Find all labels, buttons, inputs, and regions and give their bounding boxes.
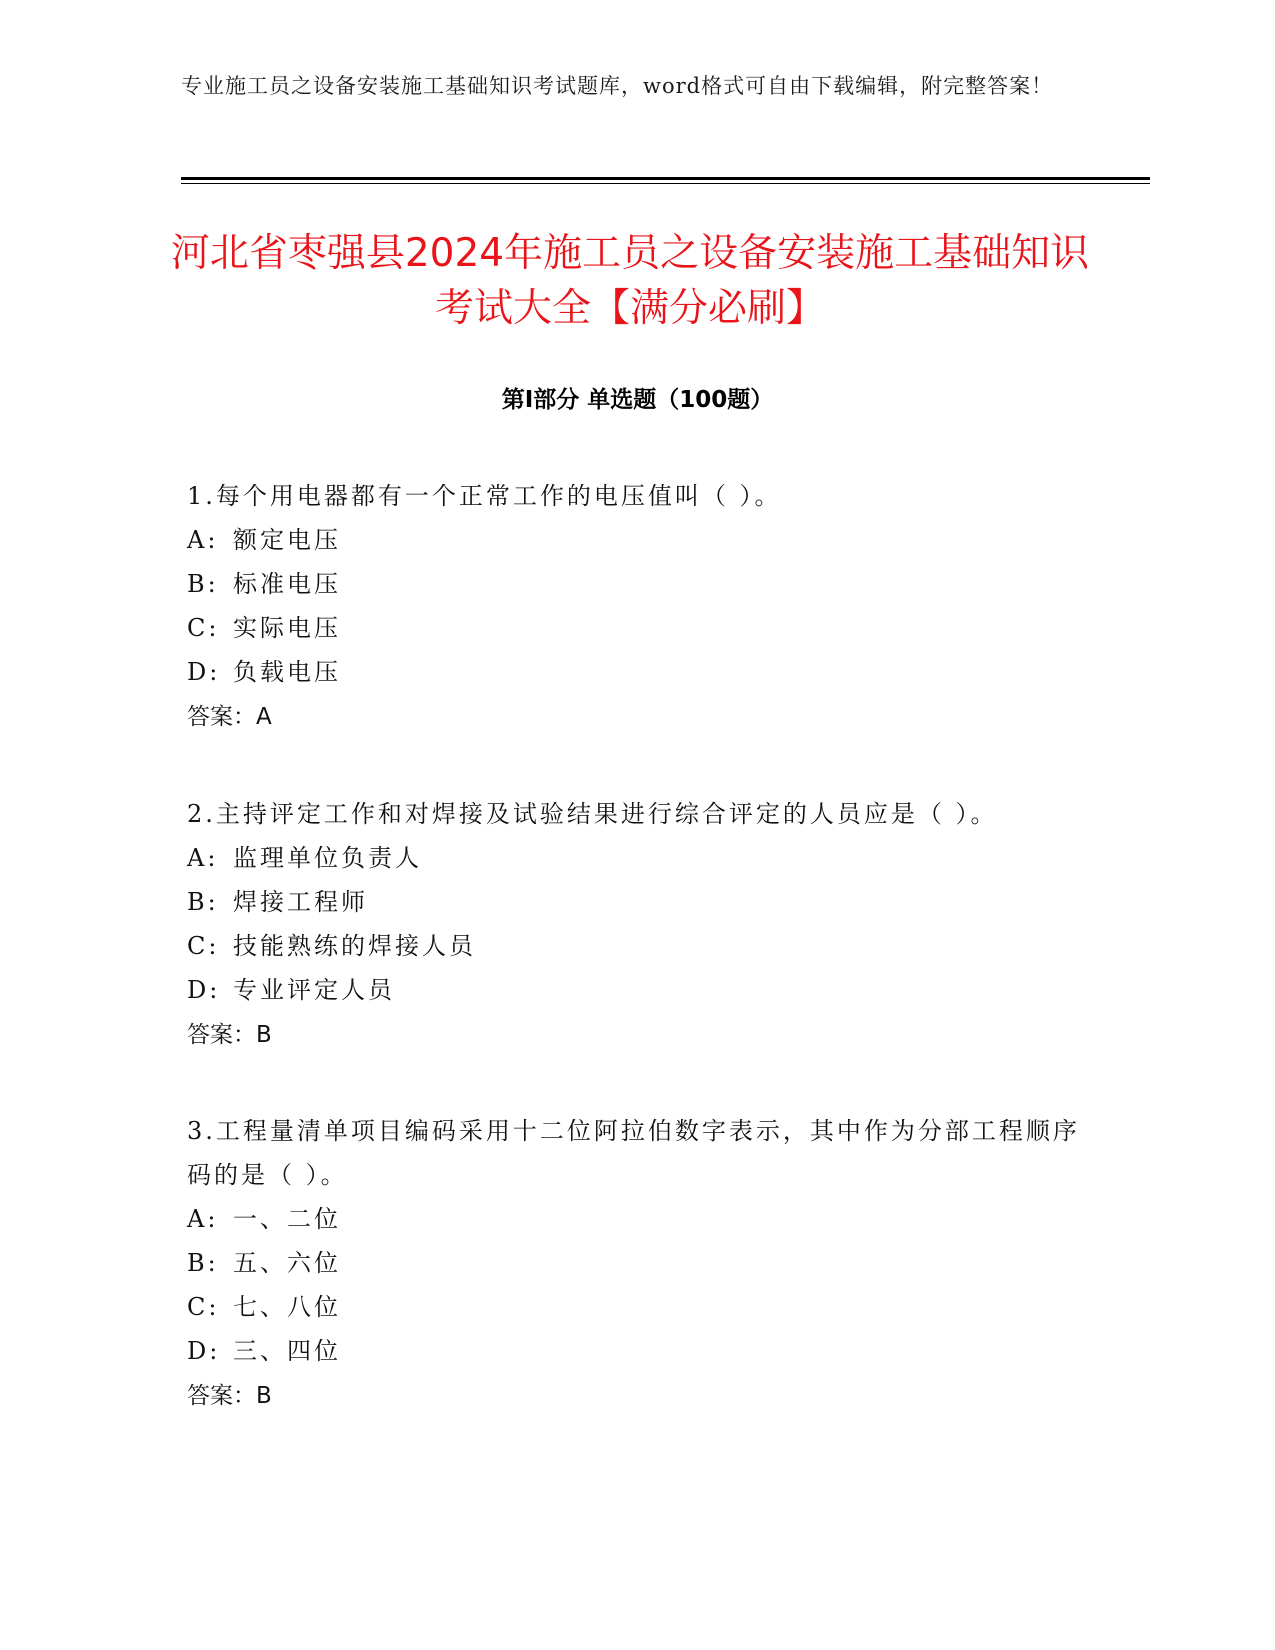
option-text: 一、二位	[233, 1205, 341, 1233]
option-d	[187, 1329, 1087, 1373]
answer-line: 答案：A	[187, 704, 272, 730]
option-a	[187, 518, 1087, 562]
option-c	[187, 924, 1087, 968]
option-text: 五、六位	[233, 1249, 341, 1277]
question-stem: 1.每个用电器都有一个正常工作的电压值叫（ ）。	[187, 482, 782, 510]
header-rule-thick	[181, 177, 1150, 180]
option-letter: A:	[187, 526, 219, 554]
option-letter: C:	[187, 614, 220, 642]
question-1	[187, 474, 1087, 740]
option-letter: B:	[187, 1249, 219, 1277]
option-text: 标准电压	[233, 570, 341, 598]
option-text: 监理单位负责人	[233, 844, 422, 872]
option-a	[187, 1197, 1087, 1241]
question-2	[187, 792, 1087, 1058]
option-text: 三、四位	[233, 1337, 341, 1365]
option-text: 技能熟练的焊接人员	[233, 932, 476, 960]
question-stem: 3.工程量清单项目编码采用十二位阿拉伯数字表示，其中作为分部工程顺序码的是（ ）。	[187, 1117, 1080, 1189]
option-d	[187, 968, 1087, 1012]
section-heading: 第I部分 单选题（100题）	[501, 387, 774, 413]
option-text: 焊接工程师	[233, 888, 368, 916]
document-title: 河北省枣强县2024年施工员之设备安装施工基础知识考试大全【满分必刷】	[170, 231, 1090, 331]
option-text: 专业评定人员	[233, 976, 395, 1004]
question-3	[187, 1109, 1087, 1419]
option-a	[187, 836, 1087, 880]
option-letter: D:	[187, 1337, 221, 1365]
question-stem: 2.主持评定工作和对焊接及试验结果进行综合评定的人员应是（ ）。	[187, 800, 998, 828]
option-b	[187, 880, 1087, 924]
option-text: 负载电压	[233, 658, 341, 686]
option-letter: C:	[187, 932, 220, 960]
header-rule-thin	[181, 183, 1150, 184]
option-letter: A:	[187, 1205, 219, 1233]
answer-line: 答案：B	[187, 1022, 272, 1048]
option-letter: B:	[187, 570, 219, 598]
option-b	[187, 1241, 1087, 1285]
option-letter: D:	[187, 658, 221, 686]
option-c	[187, 1285, 1087, 1329]
option-c	[187, 606, 1087, 650]
option-text: 实际电压	[233, 614, 341, 642]
option-text: 额定电压	[233, 526, 341, 554]
option-text: 七、八位	[233, 1293, 341, 1321]
answer-line: 答案：B	[187, 1383, 272, 1409]
option-letter: C:	[187, 1293, 220, 1321]
option-letter: A:	[187, 844, 219, 872]
option-b	[187, 562, 1087, 606]
header-note: 专业施工员之设备安装施工基础知识考试题库，word格式可自由下载编辑，附完整答案！	[181, 74, 1054, 98]
option-letter: B:	[187, 888, 219, 916]
option-letter: D:	[187, 976, 221, 1004]
option-d	[187, 650, 1087, 694]
